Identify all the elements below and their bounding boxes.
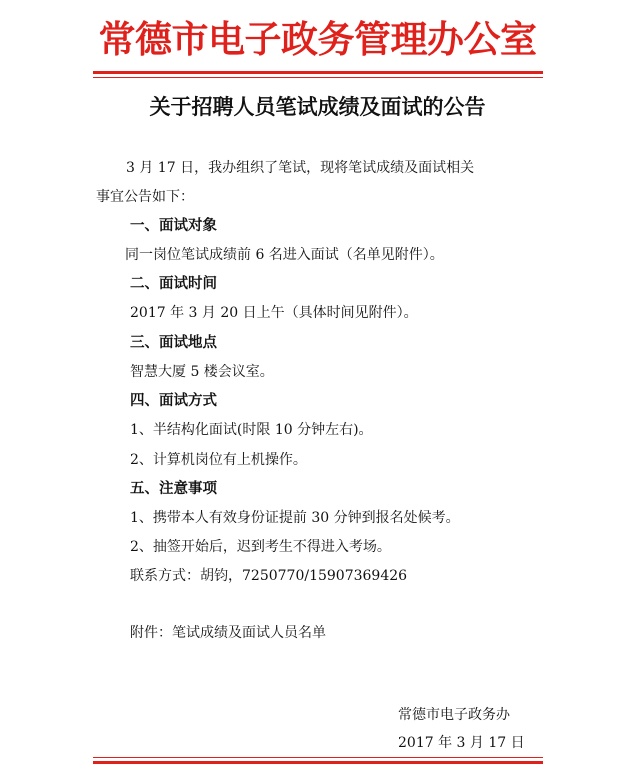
footer-rule-thick xyxy=(93,761,543,764)
section-method-heading: 四、面试方式 xyxy=(130,393,217,409)
signature-org: 常德市电子政务办 xyxy=(398,707,510,723)
contact-info: 联系方式：胡钧，7250770/15907369426 xyxy=(130,568,408,584)
section-target-heading: 一、面试对象 xyxy=(130,218,217,234)
section-notes-heading: 五、注意事项 xyxy=(130,481,217,497)
signature-date: 2017 年 3 月 17 日 xyxy=(398,735,525,751)
letterhead-rule-thick xyxy=(93,71,543,74)
section-notes-item-2: 2、抽签开始后，迟到考生不得进入考场。 xyxy=(130,539,391,555)
intro-line-1: 3 月 17 日，我办组织了笔试，现将笔试成绩及面试相关 xyxy=(126,160,475,176)
section-place-heading: 三、面试地点 xyxy=(130,335,217,351)
footer-rule-thin xyxy=(93,757,543,758)
section-notes-item-1: 1、携带本人有效身份证提前 30 分钟到报名处候考。 xyxy=(130,510,460,526)
section-time-body: 2017 年 3 月 20 日上午（具体时间见附件）。 xyxy=(130,305,418,321)
document-title: 关于招聘人员笔试成绩及面试的公告 xyxy=(149,94,486,119)
letterhead-org-name: 常德市电子政务管理办公室 xyxy=(98,17,537,61)
attachment-note: 附件：笔试成绩及面试人员名单 xyxy=(130,625,326,641)
section-target-body: 同一岗位笔试成绩前 6 名进入面试（名单见附件）。 xyxy=(125,247,444,263)
section-time-heading: 二、面试时间 xyxy=(130,276,217,292)
section-method-item-1: 1、半结构化面试(时限 10 分钟左右)。 xyxy=(130,422,373,438)
section-method-item-2: 2、计算机岗位有上机操作。 xyxy=(130,452,307,468)
intro-line-2: 事宜公告如下： xyxy=(96,189,194,205)
section-place-body: 智慧大厦 5 楼会议室。 xyxy=(130,364,274,380)
letterhead-rule-thin xyxy=(93,77,543,78)
